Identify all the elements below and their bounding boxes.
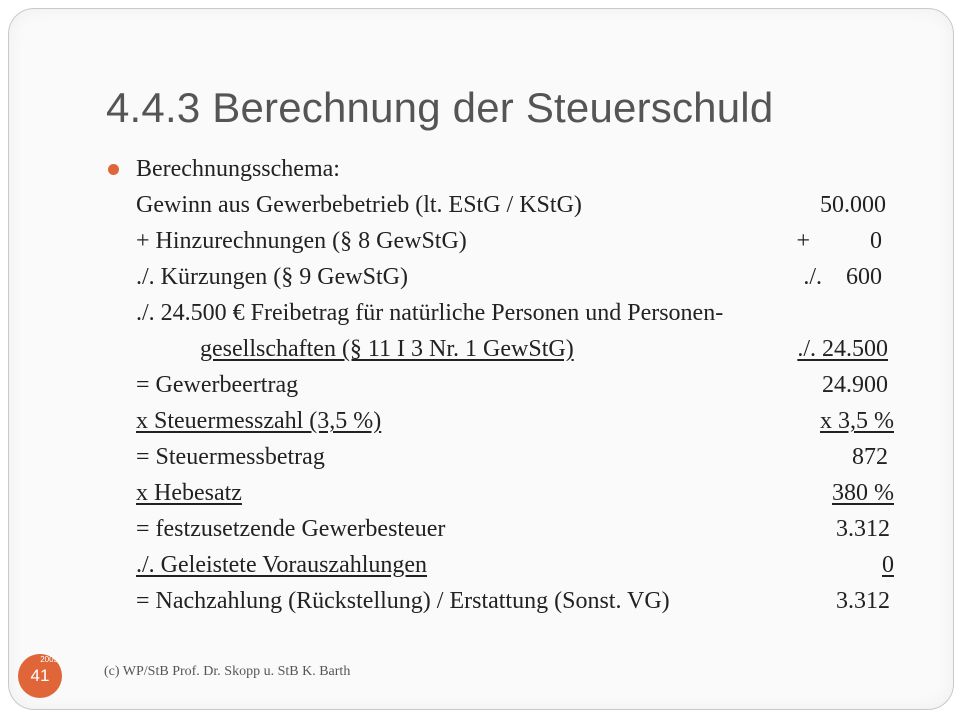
row-label: = festzusetzende Gewerbesteuer <box>136 516 446 542</box>
row-label: + Hinzurechnungen (§ 8 GewStG) <box>136 228 467 254</box>
calc-row-vorauszahlungen <box>136 552 916 584</box>
calc-row-gewerbesteuer <box>136 516 916 548</box>
calc-row-hebesatz <box>136 480 916 512</box>
row-value: 3.312 <box>836 588 890 614</box>
row-label: ./. 24.500 € Freibetrag für natürliche Personen und Personen- <box>136 300 724 326</box>
row-value: + 0 <box>796 228 882 254</box>
row-value: x 3,5 % <box>820 408 894 434</box>
bullet-dot-icon <box>108 164 119 175</box>
row-value: 872 <box>852 444 888 470</box>
row-label: = Steuermessbetrag <box>136 444 325 470</box>
calc-row-nachzahlung <box>136 588 916 620</box>
row-value: ./. 600 <box>803 264 882 290</box>
row-label: Gewinn aus Gewerbebetrieb (lt. EStG / KStG) <box>136 192 582 218</box>
calc-row-steuermesszahl <box>136 408 916 440</box>
page-year: 2009 <box>40 655 58 664</box>
row-label: ./. Kürzungen (§ 9 GewStG) <box>136 264 408 290</box>
calc-row-hinzurechnungen <box>136 228 916 260</box>
calc-row-kuerzungen <box>136 264 916 296</box>
calc-row-gewerbeertrag <box>136 372 916 404</box>
row-value: 24.900 <box>822 372 888 398</box>
row-value: 50.000 <box>820 192 886 218</box>
calc-row-gesellschaften <box>136 336 916 368</box>
row-label: gesellschaften (§ 11 I 3 Nr. 1 GewStG) <box>200 336 574 362</box>
row-label: x Hebesatz <box>136 480 242 506</box>
row-value: 380 % <box>832 480 894 506</box>
row-label: ./. Geleistete Vorauszahlungen <box>136 552 428 578</box>
row-value: 0 <box>882 552 894 578</box>
row-value: 3.312 <box>836 516 890 542</box>
page-number: 41 <box>30 666 50 685</box>
bullet-heading-row <box>136 156 916 188</box>
slide-title: 4.4.3 Berechnung der Steuerschuld <box>106 84 774 131</box>
bullet-heading: Berechnungsschema: <box>136 156 340 182</box>
row-label: = Nachzahlung (Rückstellung) / Erstattung (Sonst. VG) <box>136 588 670 614</box>
row-label: x Steuermesszahl (3,5 %) <box>136 408 382 434</box>
calc-row-steuermessbetrag <box>136 444 916 476</box>
page-number-badge <box>18 654 62 698</box>
footer-copyright: (c) WP/StB Prof. Dr. Skopp u. StB K. Barth <box>104 664 351 679</box>
calc-row-gewinn <box>136 192 916 224</box>
row-value: ./. 24.500 <box>797 336 888 362</box>
row-label: = Gewerbeertrag <box>136 372 299 398</box>
calc-row-freibetrag <box>136 300 916 332</box>
